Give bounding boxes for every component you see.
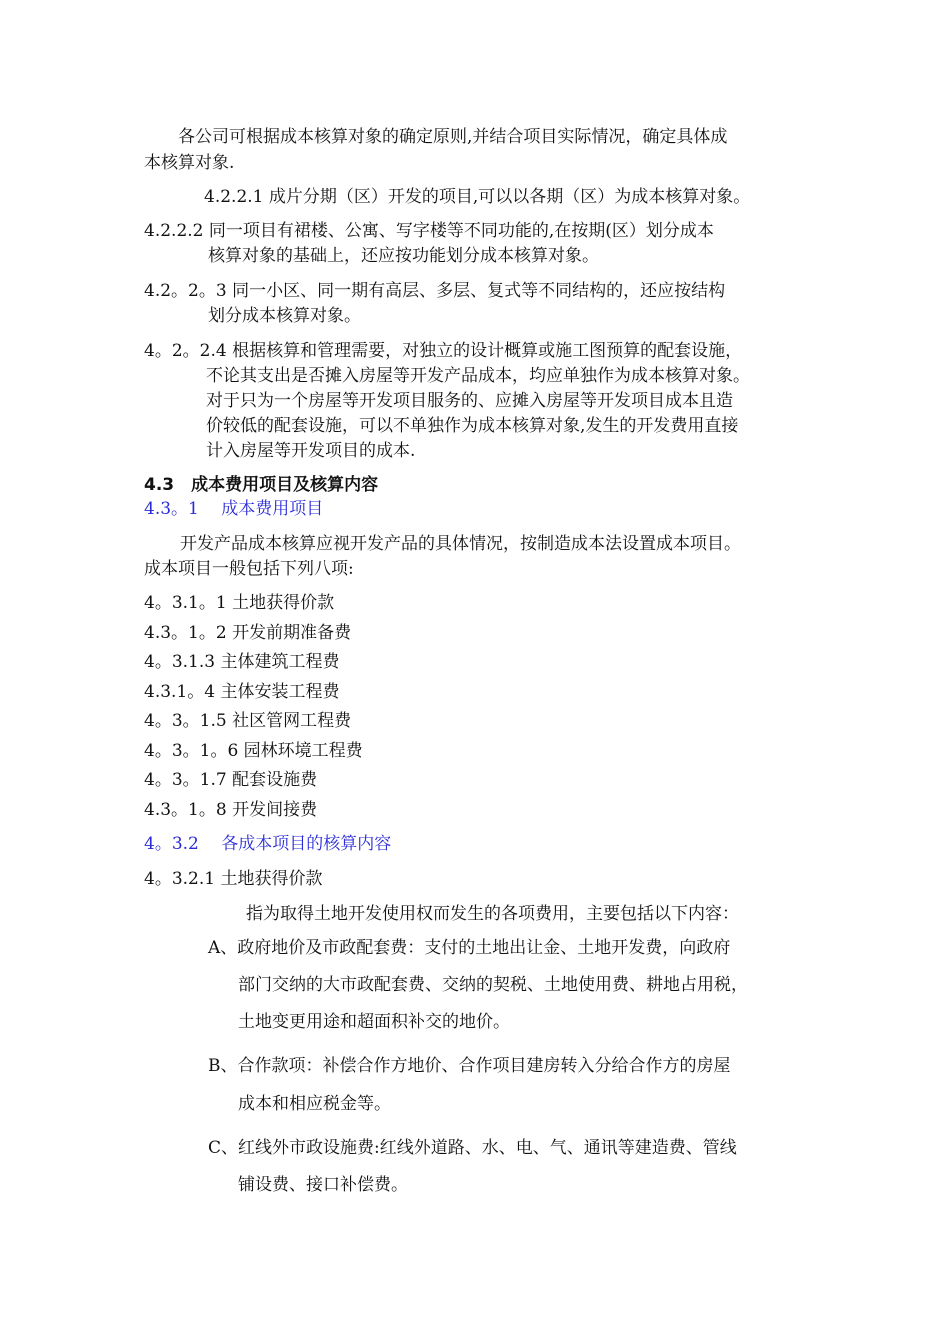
item-b-line-2: 成本和相应税金等。 (238, 1094, 391, 1114)
section-4-2-2-4-line-5: 计入房屋等开发项目的成本. (206, 441, 416, 461)
item-c-line-1: C、红线外市政设施费:红线外道路、水、电、气、通讯等建造费、管线 (208, 1138, 737, 1158)
intro-line-2: 本核算对象. (144, 153, 235, 173)
section-4-3-2-1: 4。3.2.1 土地获得价款 (144, 869, 323, 889)
list-item: 4。3。1.7 配套设施费 (144, 770, 318, 790)
list-item: 4。3.1。1 土地获得价款 (144, 593, 335, 613)
paragraph-4-3-2-1: 指为取得土地开发使用权而发生的各项费用，主要包括以下内容： (246, 904, 739, 924)
paragraph-4-3-1-line-1: 开发产品成本核算应视开发产品的具体情况，按制造成本法设置成本项目。 (180, 534, 741, 554)
section-4-2-2-3-line-1: 4.2。2。3 同一小区、同一期有高层、多层、复式等不同结构的，还应按结构 (144, 281, 726, 301)
section-4-2-2-4-line-4: 价较低的配套设施，可以不单独作为成本核算对象,发生的开发费用直接 (206, 416, 739, 436)
list-item: 4.3。1。8 开发间接费 (144, 800, 318, 820)
heading-4-3-1: 4.3。1 成本费用项目 (144, 499, 324, 519)
list-item: 4。3。1。6 园林环境工程费 (144, 741, 363, 761)
heading-4-3-2: 4。3.2 各成本项目的核算内容 (144, 834, 392, 854)
section-4-2-2-2-line-1: 4.2.2.2 同一项目有裙楼、公寓、写字楼等不同功能的,在按期(区）划分成本 (144, 221, 714, 241)
section-4-2-2-2-line-2: 核算对象的基础上，还应按功能划分成本核算对象。 (208, 246, 599, 266)
list-item: 4.3。1。2 开发前期准备费 (144, 623, 352, 643)
intro-line-1: 各公司可根据成本核算对象的确定原则,并结合项目实际情况，确定具体成 (178, 127, 728, 147)
list-item: 4.3.1。4 主体安装工程费 (144, 682, 340, 702)
section-4-2-2-1: 4.2.2.1 成片分期（区）开发的项目,可以以各期（区）为成本核算对象。 (204, 187, 751, 207)
item-a-line-3: 土地变更用途和超面积补交的地价。 (238, 1012, 510, 1032)
item-c-line-2: 铺设费、接口补偿费。 (238, 1175, 408, 1195)
list-item: 4。3。1.5 社区管网工程费 (144, 711, 352, 731)
paragraph-4-3-1-line-2: 成本项目一般包括下列八项: (144, 559, 354, 579)
item-b-line-1: B、合作款项：补偿合作方地价、合作项目建房转入分给合作方的房屋 (208, 1056, 731, 1076)
list-item: 4。3.1.3 主体建筑工程费 (144, 652, 340, 672)
section-4-2-2-4-line-2: 不论其支出是否摊入房屋等开发产品成本，均应单独作为成本核算对象。 (206, 366, 750, 386)
item-a-line-1: A、政府地价及市政配套费：支付的土地出让金、土地开发费，向政府 (208, 938, 731, 958)
section-4-2-2-4-line-3: 对于只为一个房屋等开发项目服务的、应摊入房屋等开发项目成本且造 (206, 391, 733, 411)
item-a-line-2: 部门交纳的大市政配套费、交纳的契税、土地使用费、耕地占用税， (238, 975, 748, 995)
section-4-2-2-3-line-2: 划分成本核算对象。 (208, 306, 361, 326)
section-4-2-2-4-line-1: 4。2。2.4 根据核算和管理需要，对独立的设计概算或施工图预算的配套设施， (144, 341, 743, 361)
heading-4-3: 4.3 成本费用项目及核算内容 (144, 475, 379, 495)
